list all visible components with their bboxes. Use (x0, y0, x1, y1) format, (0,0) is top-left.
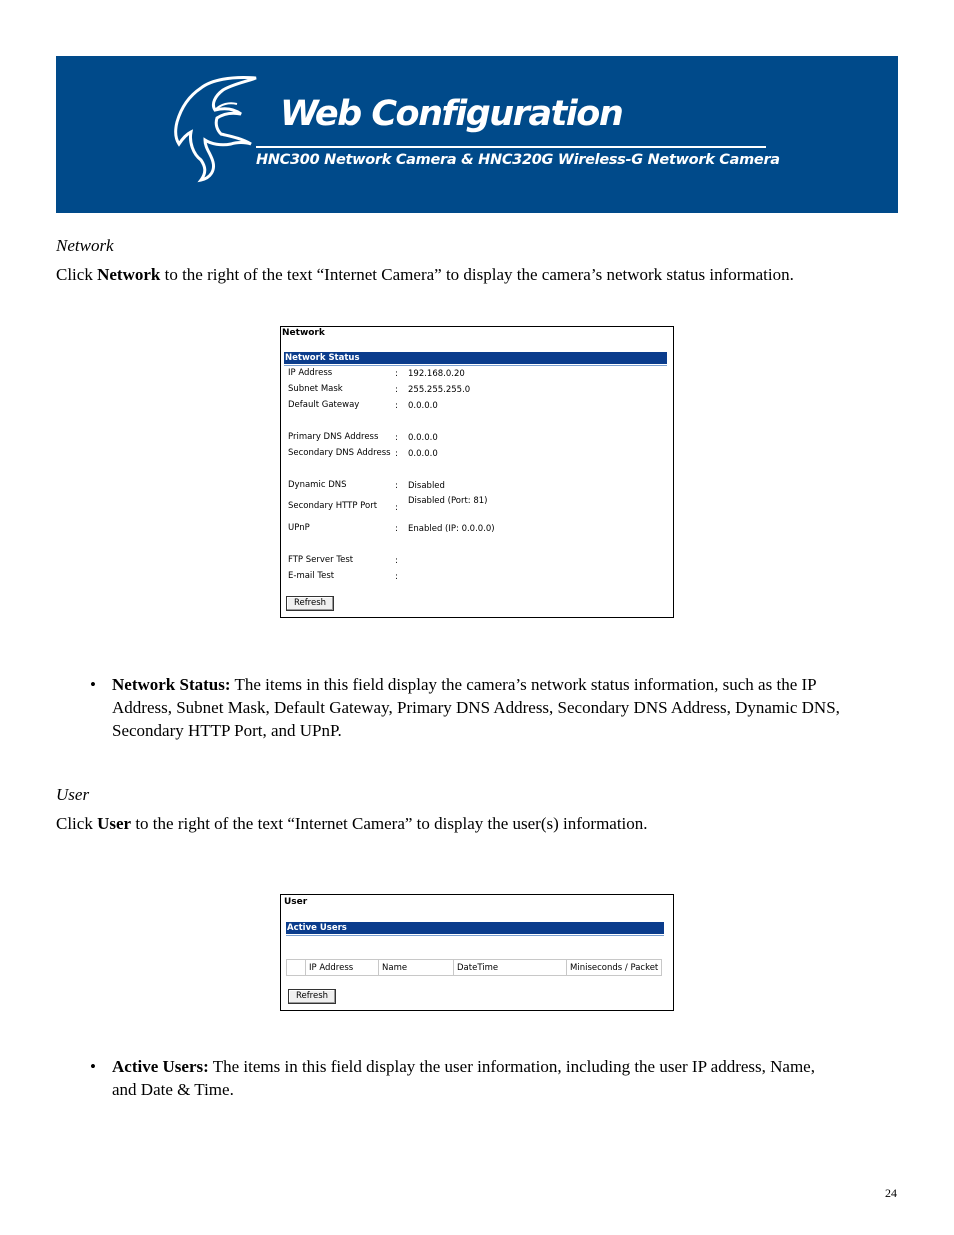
banner-divider (256, 146, 766, 148)
row-colon: : (395, 369, 398, 379)
default-gateway-value: 0.0.0.0 (408, 401, 438, 411)
dynamic-dns-value: Disabled (408, 481, 445, 491)
network-status-header: Network Status (284, 352, 667, 364)
row-colon: : (395, 481, 398, 491)
network-status-panel (280, 326, 674, 618)
dynamic-dns-label: Dynamic DNS (288, 480, 347, 490)
network-bullet-line3: Secondary HTTP Port, and UPnP. (112, 721, 342, 740)
email-test-label: E-mail Test (288, 571, 335, 581)
bullet-dot: • (90, 1057, 96, 1076)
row-colon: : (395, 572, 398, 582)
user-bullet-bold: Active Users: (112, 1057, 209, 1076)
network-intro-suffix: to the right of the text “Internet Camera” to display the camera’s network status information. (160, 265, 794, 284)
row-colon: : (395, 449, 398, 459)
user-intro-bold: User (97, 814, 132, 833)
network-intro-bold: Network (97, 265, 161, 284)
ip-address-label: IP Address (288, 368, 333, 378)
network-bullet-line1: The items in this field display the camera’s network status information, such as the IP (230, 675, 817, 694)
network-bullet-text (112, 673, 860, 742)
web-configuration-banner (56, 56, 898, 213)
network-intro (56, 265, 794, 285)
user-panel-title: User (284, 897, 308, 907)
row-colon: : (395, 556, 398, 566)
network-panel-title: Network (282, 328, 325, 338)
header-underline (284, 365, 667, 366)
row-colon: : (395, 503, 398, 513)
row-colon: : (395, 524, 398, 534)
user-intro (56, 814, 648, 834)
subnet-mask-label: Subnet Mask (288, 384, 343, 394)
user-heading: User (56, 785, 90, 804)
default-gateway-label: Default Gateway (288, 400, 360, 410)
active-users-table (286, 959, 662, 976)
page-number: 24 (885, 1186, 897, 1200)
ftp-server-test-label: FTP Server Test (288, 555, 354, 565)
network-heading: Network (56, 236, 114, 255)
user-intro-suffix: to the right of the text “Internet Camera” to display the user(s) information. (131, 814, 648, 833)
select-column-header (287, 960, 306, 976)
datetime-column-header: DateTime (454, 960, 567, 976)
secondary-dns-value: 0.0.0.0 (408, 449, 438, 459)
user-bullet-line1: The items in this field display the user information, including the user IP address, Name, (208, 1057, 815, 1076)
banner-subtitle: HNC300 Network Camera & HNC320G Wireless-G Network Camera (256, 152, 780, 168)
secondary-http-port-value: Disabled (Port: 81) (408, 496, 488, 506)
bullet-dot: • (90, 675, 96, 694)
user-intro-prefix: Click (56, 814, 98, 833)
network-refresh-button[interactable]: Refresh (286, 596, 334, 611)
secondary-dns-label: Secondary DNS Address (288, 448, 391, 458)
eagle-head-icon (171, 74, 261, 189)
row-colon: : (395, 385, 398, 395)
network-intro-prefix: Click (56, 265, 98, 284)
banner-title: Web Configuration (280, 94, 623, 134)
row-colon: : (395, 401, 398, 411)
row-colon: : (395, 433, 398, 443)
name-column-header: Name (379, 960, 454, 976)
active-users-header: Active Users (286, 922, 664, 934)
network-status-bullet (90, 673, 860, 742)
active-users-bullet (90, 1055, 860, 1101)
secondary-http-port-label: Secondary HTTP Port (288, 501, 378, 511)
table-header-row (287, 960, 662, 976)
user-bullet-line2: and Date & Time. (112, 1080, 234, 1099)
ip-address-value: 192.168.0.20 (408, 369, 465, 379)
header-underline (286, 935, 664, 936)
upnp-label: UPnP (288, 523, 310, 533)
user-bullet-text (112, 1055, 860, 1101)
milliseconds-packet-column-header: Miniseconds / Packet (567, 960, 662, 976)
primary-dns-value: 0.0.0.0 (408, 433, 438, 443)
ip-address-column-header: IP Address (306, 960, 379, 976)
subnet-mask-value: 255.255.255.0 (408, 385, 471, 395)
upnp-value: Enabled (IP: 0.0.0.0) (408, 524, 495, 534)
user-refresh-button[interactable]: Refresh (288, 989, 336, 1004)
active-users-panel (280, 894, 674, 1011)
network-bullet-bold: Network Status: (112, 675, 231, 694)
primary-dns-label: Primary DNS Address (288, 432, 379, 442)
network-bullet-line2: Address, Subnet Mask, Default Gateway, Primary DNS Address, Secondary DNS Address, Dynamic DNS, (112, 698, 840, 717)
